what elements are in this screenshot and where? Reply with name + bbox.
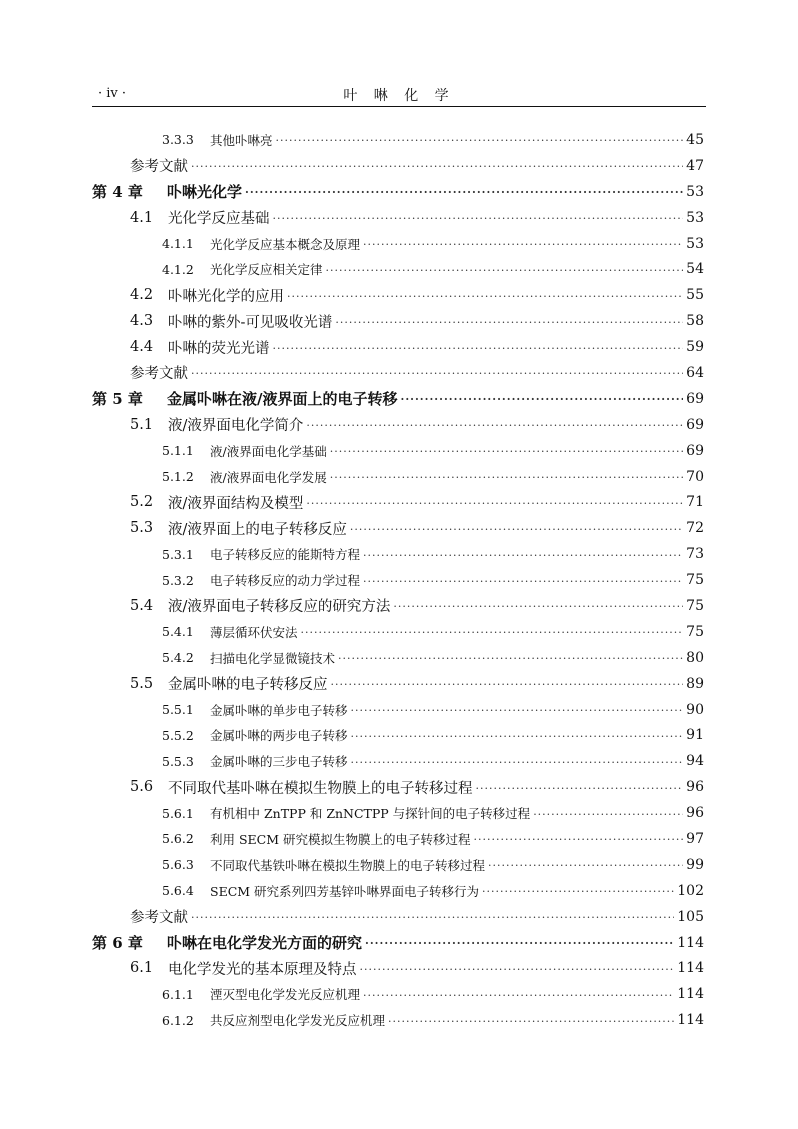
table-of-contents	[92, 127, 704, 1033]
dot-leader	[191, 367, 683, 380]
toc-entry-page: 53	[686, 235, 704, 252]
toc-entry-title: 液/液界面电子转移反应的研究方法	[168, 599, 391, 616]
toc-entry-title: 湮灭型电化学发光反应机理	[210, 987, 361, 1003]
toc-entry-title: 卟啉在电化学发光方面的研究	[167, 934, 363, 953]
toc-entry	[92, 930, 704, 956]
toc-entry	[92, 904, 704, 930]
toc-entry-page: 69	[686, 390, 704, 407]
dot-leader	[363, 989, 674, 1002]
toc-entry-page: 114	[677, 1012, 704, 1029]
toc-entry-page: 94	[686, 753, 704, 770]
toc-entry-page: 73	[686, 546, 704, 563]
dot-leader	[306, 497, 683, 510]
toc-entry-number: 4.1.2	[162, 261, 194, 277]
toc-entry-title: 卟啉光化学的应用	[168, 288, 284, 305]
dot-leader	[533, 808, 683, 821]
toc-entry-page: 64	[686, 364, 704, 381]
toc-entry-page: 70	[686, 468, 704, 485]
toc-entry-title: 利用 SECM 研究模拟生物膜上的电子转移过程	[210, 831, 471, 847]
toc-entry-number: 4.3	[130, 313, 154, 330]
toc-entry	[92, 852, 704, 878]
toc-entry-title: 金属卟啉的电子转移反应	[168, 677, 328, 694]
toc-entry-page: 69	[686, 416, 704, 433]
dot-leader	[335, 316, 683, 329]
toc-entry-title: 卟啉的荧光光谱	[168, 340, 270, 357]
toc-entry-page: 58	[686, 313, 704, 330]
toc-entry	[92, 1007, 704, 1033]
dot-leader	[330, 471, 683, 484]
toc-entry	[92, 412, 704, 438]
toc-entry-page: 99	[686, 856, 704, 873]
dot-leader	[287, 290, 683, 303]
header-rule	[92, 106, 706, 107]
toc-entry	[92, 645, 704, 671]
toc-entry-title: 液/液界面上的电子转移反应	[168, 521, 347, 538]
dot-leader	[276, 134, 684, 147]
toc-entry-title: 不同取代基铁卟啉在模拟生物膜上的电子转移过程	[210, 857, 486, 873]
dot-leader	[191, 911, 674, 924]
toc-entry-number: 4.2	[130, 287, 154, 304]
toc-entry-title: 金属卟啉的单步电子转移	[210, 702, 348, 718]
toc-entry	[92, 826, 704, 852]
toc-entry-title: 光化学反应基本概念及原理	[210, 236, 361, 252]
toc-entry	[92, 127, 704, 153]
dot-leader	[326, 264, 684, 277]
toc-entry-page: 96	[686, 779, 704, 796]
toc-entry-title: 金属卟啉的两步电子转移	[210, 728, 348, 744]
toc-entry-title: 扫描电化学显微镜技术	[210, 650, 336, 666]
dot-leader	[330, 445, 683, 458]
page-number: · iv ·	[98, 86, 127, 101]
toc-entry-title: 电子转移反应的动力学过程	[210, 573, 361, 589]
dot-leader	[363, 549, 683, 562]
toc-entry	[92, 593, 704, 619]
dot-leader	[476, 782, 684, 795]
toc-entry	[92, 231, 704, 257]
dot-leader	[273, 212, 684, 225]
dot-leader	[338, 652, 683, 665]
toc-entry	[92, 671, 704, 697]
toc-entry-title: 液/液界面电化学基础	[210, 443, 327, 459]
running-header	[92, 84, 706, 106]
toc-entry-page: 72	[686, 520, 704, 537]
toc-entry-number: 5.3	[130, 520, 154, 537]
toc-entry-number: 3.3.3	[162, 132, 194, 148]
toc-entry-title: 液/液界面电化学发展	[210, 469, 327, 485]
toc-entry-title: 参考文献	[130, 159, 188, 176]
toc-entry-title: 卟啉光化学	[167, 183, 243, 202]
toc-entry-title: 不同取代基卟啉在模拟生物膜上的电子转移过程	[168, 780, 473, 797]
dot-leader	[474, 833, 684, 846]
toc-entry-title: 参考文献	[130, 366, 188, 383]
toc-entry-page: 53	[686, 209, 704, 226]
toc-entry-page: 59	[686, 339, 704, 356]
toc-entry	[92, 956, 704, 982]
toc-entry-title: 金属卟啉在液/液界面上的电子转移	[167, 390, 398, 409]
dot-leader	[363, 238, 683, 251]
toc-entry-page: 114	[677, 986, 704, 1003]
toc-entry-title: 液/液界面电化学简介	[168, 418, 304, 435]
toc-entry-page: 75	[686, 597, 704, 614]
toc-entry-page: 90	[686, 701, 704, 718]
toc-entry	[92, 489, 704, 515]
toc-entry	[92, 981, 704, 1007]
dot-leader	[351, 756, 684, 769]
toc-entry	[92, 464, 704, 490]
dot-leader	[488, 859, 683, 872]
dot-leader	[365, 937, 674, 950]
toc-entry-number: 5.5.3	[162, 753, 194, 769]
toc-entry-page: 54	[686, 261, 704, 278]
dot-leader	[350, 523, 683, 536]
toc-entry-number: 4.1	[130, 209, 154, 226]
toc-entry-title: 光化学反应基础	[168, 211, 270, 228]
toc-entry	[92, 722, 704, 748]
dot-leader	[273, 342, 684, 355]
toc-entry-number: 5.3.2	[162, 572, 194, 588]
toc-entry	[92, 205, 704, 231]
dot-leader	[301, 626, 684, 639]
toc-entry-number: 第 6 章	[92, 934, 143, 953]
toc-entry-title: 卟啉的紫外-可见吸收光谱	[168, 314, 333, 331]
dot-leader	[351, 730, 684, 743]
toc-entry	[92, 308, 704, 334]
dot-leader	[400, 393, 683, 406]
toc-entry-number: 5.6.1	[162, 805, 194, 821]
toc-entry-page: 96	[686, 805, 704, 822]
toc-entry-title: 电子转移反应的能斯特方程	[210, 547, 361, 563]
toc-entry	[92, 179, 704, 205]
dot-leader	[191, 160, 683, 173]
book-title: 叶 啉 化 学	[343, 88, 455, 104]
toc-entry	[92, 619, 704, 645]
toc-entry-number: 6.1.1	[162, 986, 194, 1002]
toc-entry	[92, 153, 704, 179]
toc-entry	[92, 360, 704, 386]
toc-entry-page: 75	[686, 623, 704, 640]
toc-entry-number: 5.6.3	[162, 857, 194, 873]
dot-leader	[245, 186, 683, 199]
toc-entry-number: 6.1	[130, 960, 154, 977]
toc-entry	[92, 774, 704, 800]
toc-entry-page: 80	[686, 649, 704, 666]
toc-entry-number: 5.6.2	[162, 831, 194, 847]
toc-entry-page: 97	[686, 830, 704, 847]
dot-leader	[482, 885, 674, 898]
toc-entry-page: 69	[686, 442, 704, 459]
toc-entry-page: 105	[677, 908, 704, 925]
dot-leader	[393, 600, 683, 613]
toc-entry	[92, 438, 704, 464]
toc-entry-page: 55	[686, 287, 704, 304]
toc-entry-number: 5.1	[130, 416, 154, 433]
toc-entry-title: 电化学发光的基本原理及特点	[168, 961, 357, 978]
toc-entry	[92, 567, 704, 593]
toc-entry-title: 其他卟啉亮	[210, 132, 273, 148]
toc-entry-title: SECM 研究系列四芳基锌卟啉界面电子转移行为	[210, 883, 480, 899]
toc-entry-number: 5.2	[130, 494, 154, 511]
toc-entry-number: 5.6.4	[162, 883, 194, 899]
toc-entry-page: 114	[677, 960, 704, 977]
toc-entry-number: 5.4.1	[162, 624, 194, 640]
toc-entry-number: 5.5.1	[162, 702, 194, 718]
toc-entry	[92, 748, 704, 774]
toc-entry-number: 5.4	[130, 597, 154, 614]
dot-leader	[388, 1015, 674, 1028]
toc-entry-page: 102	[677, 882, 704, 899]
toc-entry-number: 5.4.2	[162, 650, 194, 666]
toc-entry	[92, 878, 704, 904]
toc-entry-title: 金属卟啉的三步电子转移	[210, 754, 348, 770]
toc-entry-number: 第 4 章	[92, 183, 143, 202]
toc-entry	[92, 386, 704, 412]
toc-entry-title: 薄层循环伏安法	[210, 624, 298, 640]
toc-entry-number: 5.1.2	[162, 469, 194, 485]
toc-entry	[92, 541, 704, 567]
toc-entry-number: 5.1.1	[162, 443, 194, 459]
toc-entry-page: 71	[686, 494, 704, 511]
toc-entry-number: 5.6	[130, 779, 154, 796]
dot-leader	[360, 963, 675, 976]
toc-entry-page: 47	[686, 157, 704, 174]
toc-entry-page: 114	[677, 934, 704, 951]
toc-entry	[92, 256, 704, 282]
toc-entry-number: 6.1.2	[162, 1012, 194, 1028]
toc-entry-page: 89	[686, 675, 704, 692]
toc-entry	[92, 334, 704, 360]
toc-entry-title: 液/液界面结构及模型	[168, 495, 304, 512]
toc-entry	[92, 515, 704, 541]
toc-entry-page: 75	[686, 572, 704, 589]
toc-entry-page: 91	[686, 727, 704, 744]
toc-entry-number: 4.1.1	[162, 236, 194, 251]
toc-entry-page: 53	[686, 183, 704, 200]
toc-entry-number: 5.3.1	[162, 546, 194, 562]
toc-entry-title: 光化学反应相关定律	[210, 262, 323, 278]
dot-leader	[363, 575, 683, 588]
toc-entry	[92, 697, 704, 723]
toc-entry-number: 5.5.2	[162, 727, 194, 743]
toc-entry-page: 45	[686, 131, 704, 148]
toc-entry-number: 第 5 章	[92, 390, 143, 409]
toc-entry	[92, 282, 704, 308]
toc-entry-number: 4.4	[130, 339, 154, 356]
toc-entry-title: 共反应剂型电化学发光反应机理	[210, 1013, 386, 1029]
dot-leader	[306, 419, 683, 432]
toc-entry-title: 参考文献	[130, 910, 188, 927]
toc-entry-number: 5.5	[130, 675, 154, 692]
toc-entry-title: 有机相中 ZnTPP 和 ZnNCTPP 与探针间的电子转移过程	[210, 806, 531, 822]
toc-entry	[92, 800, 704, 826]
dot-leader	[331, 678, 684, 691]
dot-leader	[351, 704, 684, 717]
